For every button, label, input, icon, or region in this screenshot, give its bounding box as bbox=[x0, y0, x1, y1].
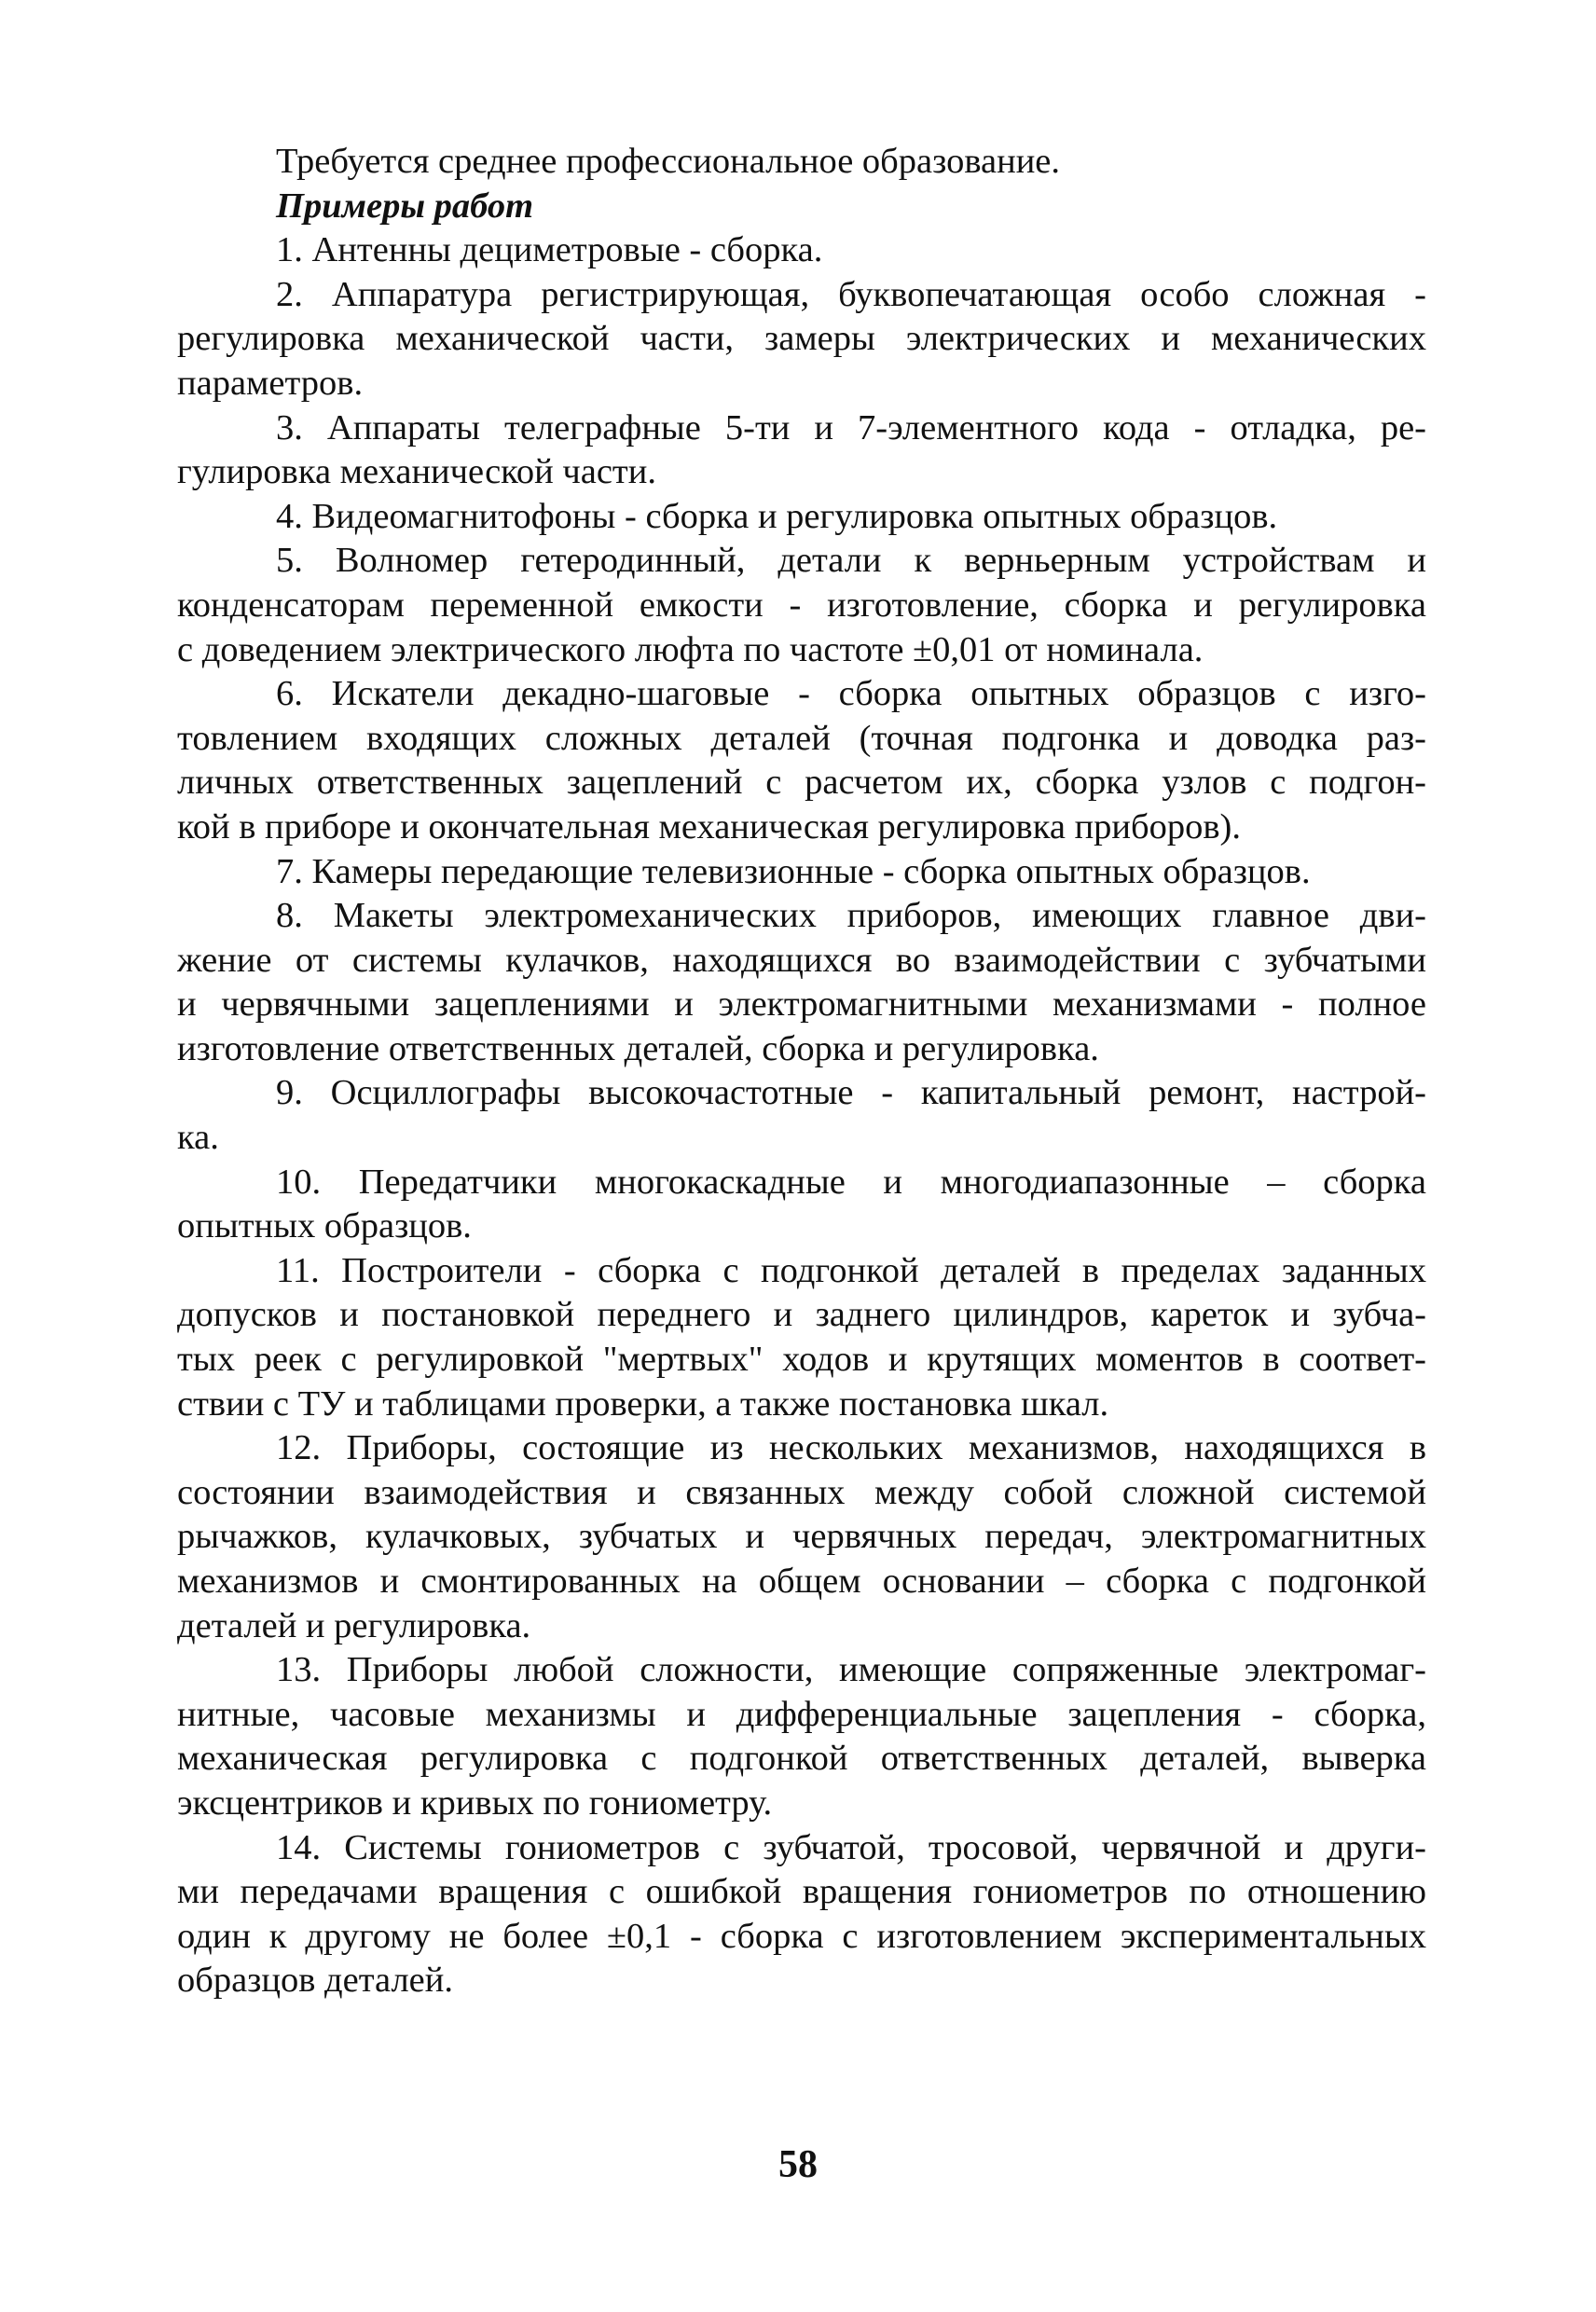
text-line: товлением входящих сложных деталей (точная подгонка и доводка раз- bbox=[177, 718, 1426, 758]
text-line: деталей и регулировка. bbox=[177, 1605, 531, 1645]
list-item-2: 2. Аппаратура регистрирующая, буквопечатающая особо сложная - bbox=[276, 274, 1426, 314]
text-line: допусков и постановкой переднего и заднего цилиндров, кареток и зубча- bbox=[177, 1295, 1426, 1335]
list-item-6: 6. Искатели декадно-шаговые - сборка опытных образцов с изго- bbox=[276, 674, 1426, 714]
list-item-14: 14. Системы гониометров с зубчатой, тросовой, червячной и други- bbox=[276, 1827, 1426, 1867]
list-item-3: 3. Аппараты телеграфные 5-ти и 7-элементного кода - отладка, ре- bbox=[276, 407, 1426, 447]
list-item-11: 11. Построители - сборка с подгонкой деталей в пределах заданных bbox=[276, 1250, 1426, 1290]
text-line: состоянии взаимодействия и связанных между собой сложной системой bbox=[177, 1472, 1426, 1512]
list-item-4: 4. Видеомагнитофоны - сборка и регулировка опытных образцов. bbox=[276, 496, 1278, 536]
text-line: образцов деталей. bbox=[177, 1961, 453, 2001]
text-line: механическая регулировка с подгонкой ответственных деталей, выверка bbox=[177, 1739, 1426, 1779]
text-line: один к другому не более ±0,1 - сборка с изготовлением экспериментальных bbox=[177, 1916, 1426, 1956]
text-line: рычажков, кулачковых, зубчатых и червячных передач, электромагнитных bbox=[177, 1517, 1426, 1557]
text-line: регулировка механической части, замеры электрических и механических bbox=[177, 319, 1426, 359]
text-line: ствии с ТУ и таблицами проверки, а также постановка шкал. bbox=[177, 1383, 1109, 1424]
list-item-10: 10. Передатчики многокаскадные и многодиапазонные – сборка bbox=[276, 1162, 1426, 1202]
list-item-13: 13. Приборы любой сложности, имеющие сопряженные электромаг- bbox=[276, 1650, 1426, 1690]
text-line: параметров. bbox=[177, 363, 364, 403]
text-line: с доведением электрического люфта по частоте ±0,01 от номинала. bbox=[177, 629, 1204, 669]
text-line: ка. bbox=[177, 1118, 219, 1158]
document-page bbox=[177, 140, 1426, 2003]
list-item-12: 12. Приборы, состоящие из нескольких механизмов, находящихся в bbox=[276, 1428, 1426, 1468]
text-line: ми передачами вращения с ошибкой вращения гониометров по отношению bbox=[177, 1872, 1426, 1912]
text-line: изготовление ответственных деталей, сборка и регулировка. bbox=[177, 1028, 1099, 1068]
list-item-5: 5. Волномер гетеродинный, детали к верньерным устройствам и bbox=[276, 541, 1426, 581]
list-item-9: 9. Осциллографы высокочастотные - капитальный ремонт, настрой- bbox=[276, 1073, 1426, 1113]
text-line: и червячными зацеплениями и электромагнитными механизмами - полное bbox=[177, 984, 1426, 1025]
list-item-7: 7. Камеры передающие телевизионные - сборка опытных образцов. bbox=[276, 851, 1311, 891]
list-item-1: 1. Антенны дециметровые - сборка. bbox=[276, 230, 823, 270]
text-line: гулировка механической части. bbox=[177, 452, 656, 492]
page-number: 58 bbox=[778, 2143, 818, 2186]
text-line: Требуется среднее профессиональное образование. bbox=[276, 142, 1061, 181]
text-line: эксцентриков и кривых по гониометру. bbox=[177, 1782, 773, 1823]
text-line: опытных образцов. bbox=[177, 1206, 472, 1246]
text-line: тых реек с регулировкой "мертвых" ходов и крутящих моментов в соответ- bbox=[177, 1340, 1426, 1380]
text-line: кой в приборе и окончательная механическая регулировка приборов). bbox=[177, 806, 1241, 846]
list-item-8: 8. Макеты электромеханических приборов, имеющих главное дви- bbox=[276, 896, 1426, 936]
text-line: личных ответственных зацеплений с расчетом их, сборка узлов с подгон- bbox=[177, 763, 1426, 803]
section-heading: Примеры работ bbox=[276, 186, 534, 226]
text-line: жение от системы кулачков, находящихся во взаимодействии с зубчатыми bbox=[177, 940, 1426, 980]
text-line: механизмов и смонтированных на общем основании – сборка с подгонкой bbox=[177, 1562, 1426, 1601]
text-line: конденсаторам переменной емкости - изготовление, сборка и регулировка bbox=[177, 585, 1426, 625]
text-line: нитные, часовые механизмы и дифференциальные зацепления - сборка, bbox=[177, 1694, 1426, 1734]
